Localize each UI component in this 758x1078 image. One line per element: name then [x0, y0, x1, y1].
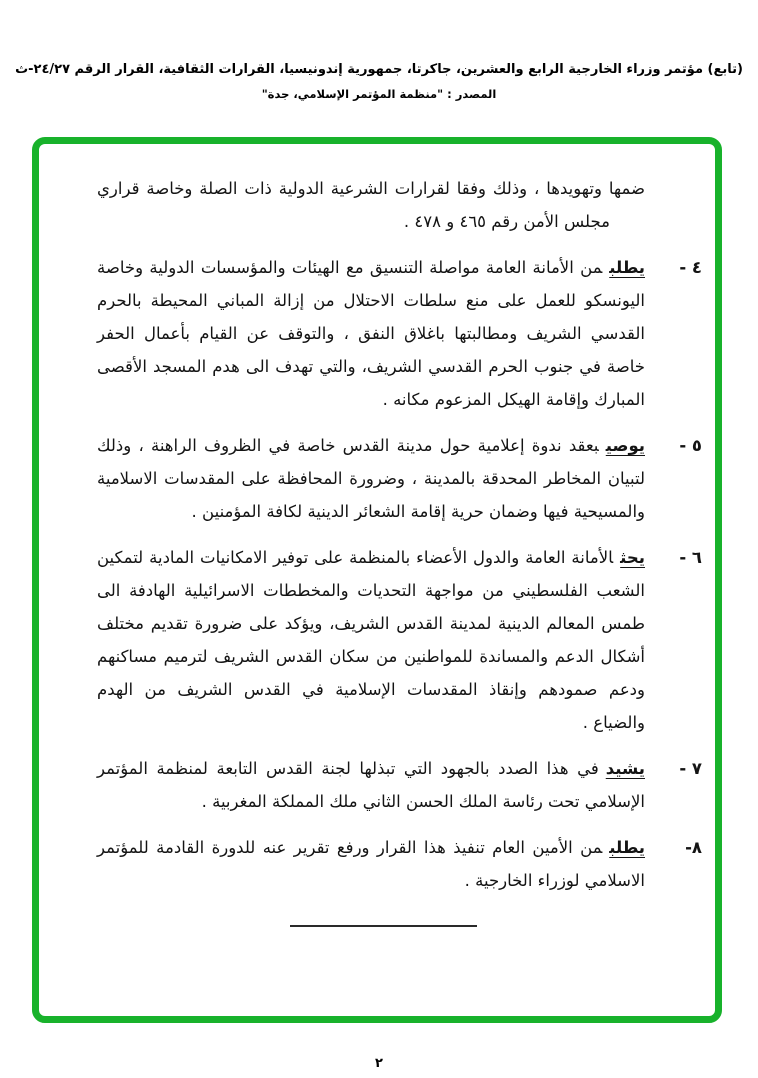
- resolution-item-6: [97, 541, 702, 739]
- item-text: [97, 752, 645, 818]
- item-lead-word: يطلب: [609, 838, 645, 857]
- intro-paragraph: [97, 172, 645, 238]
- resolution-item-4: [97, 251, 702, 416]
- item-lead-word: يشيد: [605, 759, 645, 778]
- source-line: المصدر : "منظمة المؤتمر الإسلامي، جدة": [261, 87, 497, 101]
- item-lead-word: يوصي: [605, 436, 645, 455]
- item-number: ٦ -: [679, 548, 702, 567]
- item-body-text: في هذا الصدد بالجهود التي تبذلها لجنة القدس التابعة لمنظمة المؤتمر الإسلامي تحت رئاسة الملك الحسن الثاني ملك المملكة المغربية .: [97, 759, 645, 811]
- document-body: [97, 172, 702, 927]
- resolution-item-5: [97, 429, 702, 528]
- end-of-text-rule: [290, 925, 477, 927]
- item-number: ٤ -: [679, 258, 702, 277]
- item-text: [97, 541, 645, 739]
- intro-line-2: مجلس الأمن رقم ٤٦٥ و ٤٧٨ .: [403, 212, 610, 231]
- item-body-text: بعقد ندوة إعلامية حول مدينة القدس خاصة في الظروف الراهنة ، وذلك لتبيان المخاطر المحدقة بالمدينة ، وضرورة المحافظة على المقدسات الاسلامية والمسيحية فيها وضمان حرية إقامة الشعائر الدينية لكافة المؤمنين .: [97, 436, 645, 521]
- item-text: [97, 251, 645, 416]
- item-lead-word: يحث: [620, 548, 645, 567]
- document-title-line: (تابع) مؤتمر وزراء الخارجية الرابع والعشرين، جاكرتا، جمهورية إندونيسيا، القرارات الثقافية، القرار الرقم ٢٤/٢٧-ث: [15, 62, 743, 77]
- item-body-text: الأمانة العامة والدول الأعضاء بالمنظمة على توفير الامكانيات المادية لتمكين الشعب الفلسطيني من مواجهة التحديات والمخططات الاسرائيلية الهادفة الى طمس المعالم الدينية لمدينة القدس الشريف، ويؤكد على ضرورة تقديم مختلف أشكال الدعم والمساندة للمواطنين من سكان القدس الشريف لترميم مساكنهم ودعم صمودهم وإنقاذ المقدسات الإسلامية في القدس الشريف من الهدم والضياع .: [97, 548, 645, 732]
- resolution-item-8: [97, 831, 702, 897]
- page-number: ٢: [375, 1056, 383, 1071]
- item-body-text: من الأمانة العامة مواصلة التنسيق مع الهيئات والمؤسسات الدولية وخاصة اليونسكو للعمل على منع سلطات الاحتلال من إزالة المباني المحيطة بالحرم القدسي الشريف ومطالبتها باغلاق النفق ، والتوقف عن القيام بأعمال الحفر خاصة في جنوب الحرم القدسي الشريف، والتي تهدف الى هدم المسجد الأقصى المبارك وإقامة الهيكل المزعوم مكانه .: [97, 258, 645, 409]
- item-number: ٧ -: [679, 759, 702, 778]
- item-lead-word: يطلب: [609, 258, 645, 277]
- item-text: [97, 429, 645, 528]
- intro-line-1: ضمها وتهويدها ، وذلك وفقا لقرارات الشرعية الدولية ذات الصلة وخاصة قراري: [97, 179, 645, 198]
- item-number: ٥ -: [679, 436, 702, 455]
- item-text: [97, 831, 645, 897]
- resolution-item-7: [97, 752, 702, 818]
- item-body-text: من الأمين العام تنفيذ هذا القرار ورفع تقرير عنه للدورة القادمة للمؤتمر الاسلامي لوزراء الخارجية .: [97, 838, 645, 890]
- item-number: ٨-: [685, 838, 702, 857]
- page-header: [0, 62, 758, 101]
